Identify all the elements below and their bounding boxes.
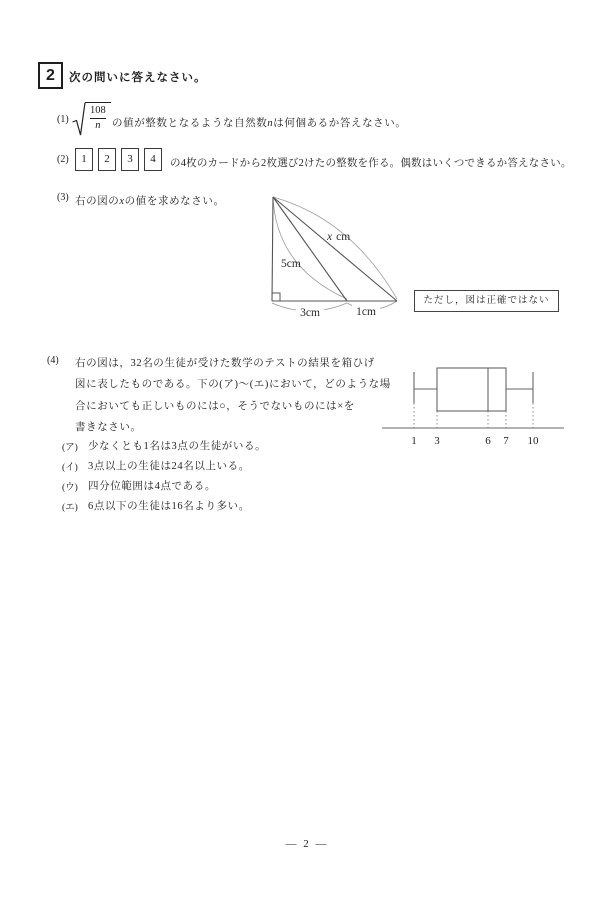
fraction-bar <box>90 118 106 119</box>
fraction-numerator: 108 <box>90 105 106 116</box>
tick-7: 7 <box>503 435 509 447</box>
q4-line-1: 右の図は，32名の生徒が受けた数学のテストの結果を箱ひげ <box>75 358 375 369</box>
xcm-label: x cm <box>327 231 351 243</box>
q1-text-pre: の値が整数となるような自然数 <box>112 118 268 129</box>
q1-text-post: は何個あるか答えなさい。 <box>273 118 407 129</box>
5cm-label: 5cm <box>281 258 301 270</box>
q4-option-i-text: 3点以上の生徒は24名以上いる。 <box>88 461 250 472</box>
q4-option-u-text: 四分位範囲は4点である。 <box>88 481 216 492</box>
fraction <box>90 105 106 132</box>
tick-10: 10 <box>527 435 539 447</box>
card-1: 1 <box>75 148 93 171</box>
triangle-figure <box>253 186 411 328</box>
tick-3: 3 <box>434 435 440 447</box>
page-number: — 2 — <box>285 838 329 850</box>
q4-option-i-label: (イ) <box>62 463 78 473</box>
triangle-left-side <box>272 197 273 301</box>
q4-option-e-text: 6点以下の生徒は16名より多い。 <box>88 501 250 512</box>
triangle-xcm-segment <box>273 197 397 301</box>
q3-label: (3) <box>57 192 69 203</box>
q4-option-e-label: (エ) <box>62 503 78 513</box>
iqr-box <box>437 368 506 411</box>
right-angle-icon <box>272 293 280 301</box>
q1-variable: n <box>267 118 274 129</box>
triangle-5cm-segment <box>273 197 347 301</box>
q1-label: (1) <box>57 114 69 125</box>
3cm-label: 3cm <box>300 307 320 319</box>
q4-option-a-text: 少なくとも1名は3点の生徒がいる。 <box>88 441 267 452</box>
q3-text-pre: 右の図の <box>75 196 120 207</box>
radical-sign-icon <box>72 101 86 137</box>
radicand <box>85 102 111 132</box>
1cm-label: 1cm <box>356 306 376 318</box>
q3-text-post: の値を求めなさい。 <box>124 196 225 207</box>
q4-line-2: 図に表したものである。下の(ア)～(エ)において，どのような場 <box>75 379 391 390</box>
problem-number-box: 2 <box>38 62 63 89</box>
tick-1: 1 <box>411 435 417 447</box>
q4-line-4: 書きなさい。 <box>75 422 142 433</box>
problem-instruction: 次の問いに答えなさい。 <box>69 72 207 84</box>
q4-line-3: 合においても正しいものには○，そうでないものには×を <box>75 401 355 412</box>
fraction-denominator: n <box>95 120 101 132</box>
q3-variable: x <box>119 196 125 207</box>
q1-sqrt-expression <box>72 101 111 137</box>
tick-6: 6 <box>485 435 491 447</box>
boxplot-figure <box>378 356 573 451</box>
card-2: 2 <box>98 148 116 171</box>
card-4: 4 <box>144 148 162 171</box>
q2-label: (2) <box>57 154 69 165</box>
q4-option-a-label: (ア) <box>62 443 78 453</box>
q4-label: (4) <box>47 355 59 366</box>
number-cards <box>75 148 162 171</box>
q2-text: の4枚のカードから2枚選び2けたの整数を作る。偶数はいくつできるか答えなさい。 <box>170 158 572 169</box>
card-3: 3 <box>121 148 139 171</box>
q1-text <box>112 115 406 130</box>
q4-option-u-label: (ウ) <box>62 483 78 493</box>
figure-disclaimer-note: ただし，図は正確ではない <box>414 290 559 312</box>
q3-text <box>75 193 225 208</box>
